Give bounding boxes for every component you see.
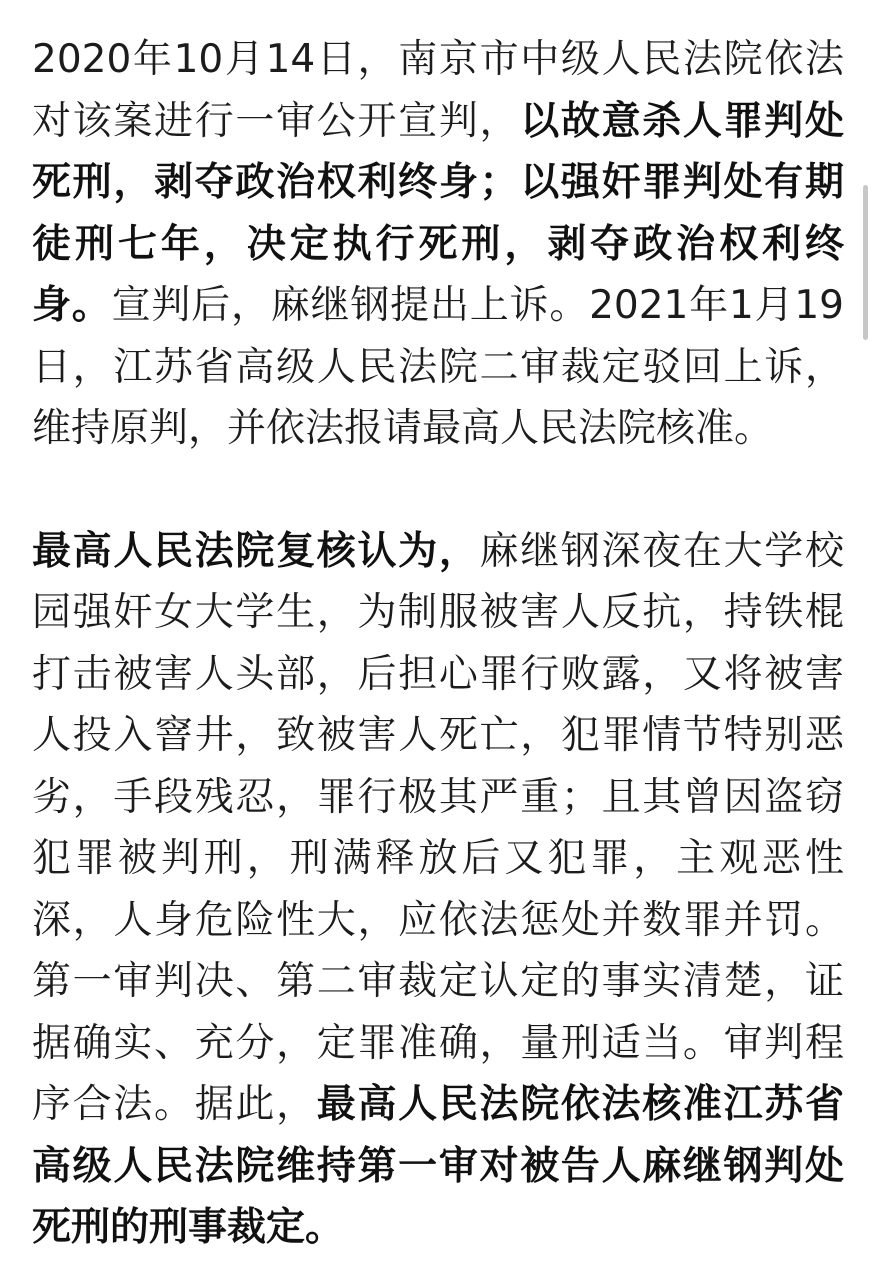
paragraph-judgment (32, 29, 844, 460)
paragraph-bold-text: 以故意杀人罪判处死刑，剥夺政治权利终身；以强奸罪判处有期徒刑七年，决定执行死刑，剥夺政治权利终身。 (32, 98, 844, 328)
paragraph-text: 2020年10月14日，南京市中级人民法院依法对该案进行一审公开宣判， (32, 37, 844, 144)
vertical-scrollbar[interactable] (863, 185, 868, 340)
paragraph-review (32, 521, 844, 1259)
paragraph-bold-text: 最高人民法院依法核准江苏省高级人民法院维持第一审对被告人麻继钢判处死刑的刑事裁定。 (32, 1082, 844, 1250)
paragraph-text: 麻继钢深夜在大学校园强奸女大学生，为制服被害人反抗，持铁棍打击被害人头部，后担心罪行败露，又将被害人投入窨井，致被害人死亡，犯罪情节特别恶劣，手段残忍，罪行极其严重；且其曾因盗窃犯罪被判刑，刑满释放后又犯罪，主观恶性深，人身危险性大，应依法惩处并数罪并罚。第一审判决、第二审裁定认定的事实清楚，证据确实、充分，定罪准确，量刑适当。审判程序合法。据此， (32, 528, 844, 1127)
paragraph-text: 宣判后，麻继钢提出上诉。2021年1月19日，江苏省高级人民法院二审裁定驳回上诉，维持原判，并依法报请最高人民法院核准。 (32, 283, 844, 451)
article-body (32, 29, 844, 1259)
paragraph-bold-text: 最高人民法院复核认为， (32, 528, 480, 574)
